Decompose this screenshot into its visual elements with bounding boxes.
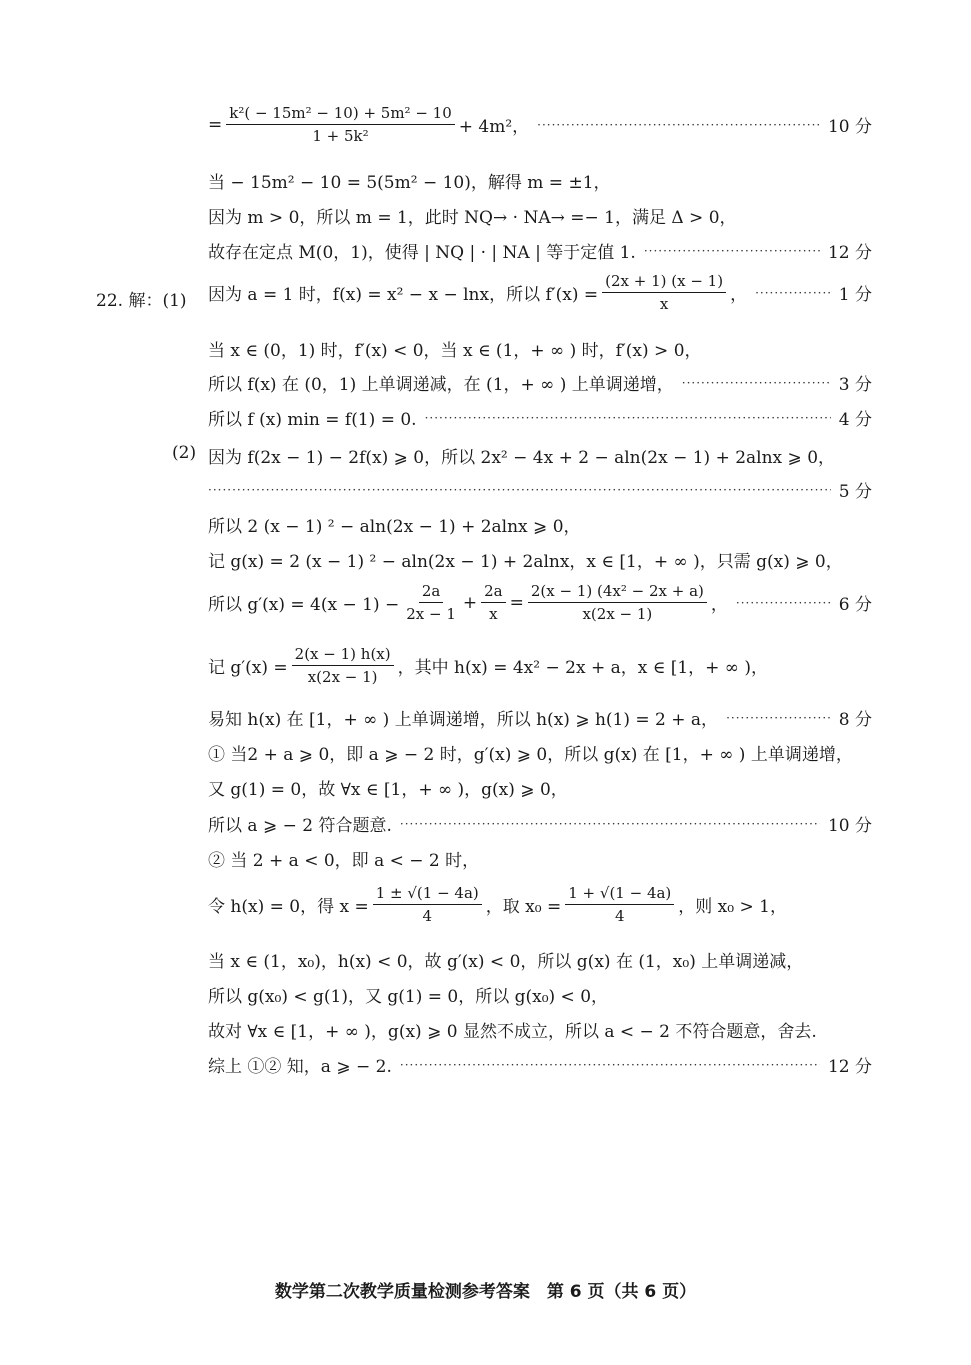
text-line [208,705,872,730]
part-label: (2) [172,443,197,463]
leader-dots [726,711,831,725]
text-line [208,336,872,361]
score: 5 分 [838,482,872,502]
denominator: 1 + 5k² [312,127,369,145]
denominator: x(2x − 1) [582,605,653,623]
text-line [208,811,872,836]
numerator: 2a [419,582,444,603]
line-text: 所以 2 (x − 1) ² − aln(2x − 1) + 2alnx ⩾ 0， [208,517,581,537]
text-line [208,238,872,263]
numerator: 2a [481,582,506,603]
line-text: 当 − 15m² − 10 = 5(5m² − 10)，解得 m = ±1， [208,173,611,193]
line-text: ① 当2 + a ⩾ 0，即 a ⩾ − 2 时，g′(x) ⩾ 0，所以 g(x) 在 [1，+ ∞ ) 上单调递增， [208,745,853,765]
score: 1 分 [838,285,872,305]
equation-tail: + 4m²， [458,117,530,137]
numerator: 1 ± √(1 − 4a) [373,884,482,905]
score: 12 分 [827,1057,872,1077]
fraction [481,582,506,623]
line-text: 当 x ∈ (1，x₀)，h(x) < 0，故 g′(x) < 0，所以 g(x) 在 (1，x₀) 上单调递减， [208,952,804,972]
text-line [208,1052,872,1077]
leader-dots [682,376,831,390]
leader-dots [425,411,831,425]
text-line [208,203,872,228]
text-line [208,982,872,1007]
text-line [208,370,872,395]
text-line [208,947,872,972]
leader-dots [644,244,820,258]
equation-line-def [208,645,872,686]
leader-dots [755,286,831,300]
line-text: 所以 a ⩾ − 2 符合题意. [208,816,392,836]
line-text: 当 x ∈ (0，1) 时，f′(x) < 0，当 x ∈ (1，+ ∞ ) 时，f′(x) > 0， [208,341,702,361]
score: 4 分 [838,410,872,430]
score: 10 分 [827,816,872,836]
fraction [373,884,482,925]
leader-dots [736,596,831,610]
line-text: ， [710,595,728,615]
line-text: 令 h(x) = 0，得 x = [208,897,369,917]
line-text: 所以 g′(x) = 4(x − 1) − [208,595,400,615]
score: 8 分 [838,710,872,730]
line-text: ，取 x₀ = [485,897,562,917]
text-line [208,443,872,468]
plus-sign: + [462,592,478,613]
line-text: ，其中 h(x) = 4x² − 2x + a，x ∈ [1，+ ∞ )， [397,658,768,678]
fraction [565,884,674,925]
equals-sign: = [509,592,524,613]
dots-line [208,477,872,502]
text-line [208,846,872,871]
denominator: x [659,295,669,313]
equation-line-root [208,884,872,925]
text-line [208,547,872,572]
line-text: 所以 f(x) 在 (0，1) 上单调递减，在 (1，+ ∞ ) 上单调递增， [208,375,674,395]
score: 10 分 [827,117,872,137]
equation-line-q22 [208,272,872,313]
denominator: 2x − 1 [406,605,456,623]
line-text: 又 g(1) = 0，故 ∀x ∈ [1，+ ∞ )，g(x) ⩾ 0， [208,780,568,800]
text-line [208,1017,872,1042]
leader-dots [400,817,820,831]
denominator: x(2x − 1) [307,668,378,686]
line-text: 所以 g(x₀) < g(1)，又 g(1) = 0，所以 g(x₀) < 0， [208,987,609,1007]
score: 12 分 [827,243,872,263]
denominator: 4 [422,907,433,925]
denominator: 4 [614,907,625,925]
leader-dots [537,118,820,132]
line-text: 记 g′(x) = [208,658,288,678]
numerator: (2x + 1) (x − 1) [602,272,726,293]
line-text: ， [730,285,748,305]
text-line [208,405,872,430]
page-footer: 数学第二次教学质量检测参考答案 第 6 页（共 6 页） [274,1282,697,1302]
fraction [528,582,707,623]
fraction [602,272,726,313]
leader-dots [208,483,831,497]
score: 3 分 [838,375,872,395]
question-label: 22. 解：(1) [96,291,187,311]
line-text: 记 g(x) = 2 (x − 1) ² − aln(2x − 1) + 2alnx，x ∈ [1，+ ∞ )，只需 g(x) ⩾ 0， [208,552,843,572]
score: 6 分 [838,595,872,615]
equation-line-gprime [208,582,872,623]
line-text: 易知 h(x) 在 [1，+ ∞ ) 上单调递增，所以 h(x) ⩾ h(1) = 2 + a， [208,710,719,730]
text-line [208,168,872,193]
line-text: 故对 ∀x ∈ [1，+ ∞ )，g(x) ⩾ 0 显然不成立，所以 a < − 2 不符合题意，舍去. [208,1022,817,1042]
line-text: 因为 f(2x − 1) − 2f(x) ⩾ 0，所以 2x² − 4x + 2 − aln(2x − 1) + 2alnx ⩾ 0， [208,448,836,468]
line-text: ，则 x₀ > 1， [678,897,787,917]
equals-sign: = [208,114,223,135]
line-text: 所以 f (x) min = f(1) = 0. [208,410,417,430]
denominator: x [489,605,498,623]
fraction [226,104,455,145]
line-text: 综上 ①② 知，a ⩾ − 2. [208,1057,392,1077]
numerator: 1 + √(1 − 4a) [565,884,674,905]
line-text: ② 当 2 + a < 0，即 a < − 2 时， [208,851,480,871]
numerator: k²( − 15m² − 10) + 5m² − 10 [226,104,455,125]
numerator: 2(x − 1) h(x) [292,645,394,666]
fraction [292,645,394,686]
fraction [403,582,459,623]
text-line [208,775,872,800]
equation-line-1 [208,104,872,145]
line-text: 因为 m > 0，所以 m = 1，此时 NQ→ · NA→ =− 1，满足 Δ > 0， [208,208,737,228]
text-line [208,740,872,765]
text-line [208,512,872,537]
line-text: 故存在定点 M(0，1)，使得 | NQ | · | NA | 等于定值 1. [208,243,636,263]
line-text: 因为 a = 1 时，f(x) = x² − x − lnx，所以 f′(x) = [208,285,599,305]
numerator: 2(x − 1) (4x² − 2x + a) [528,582,707,603]
leader-dots [400,1058,820,1072]
